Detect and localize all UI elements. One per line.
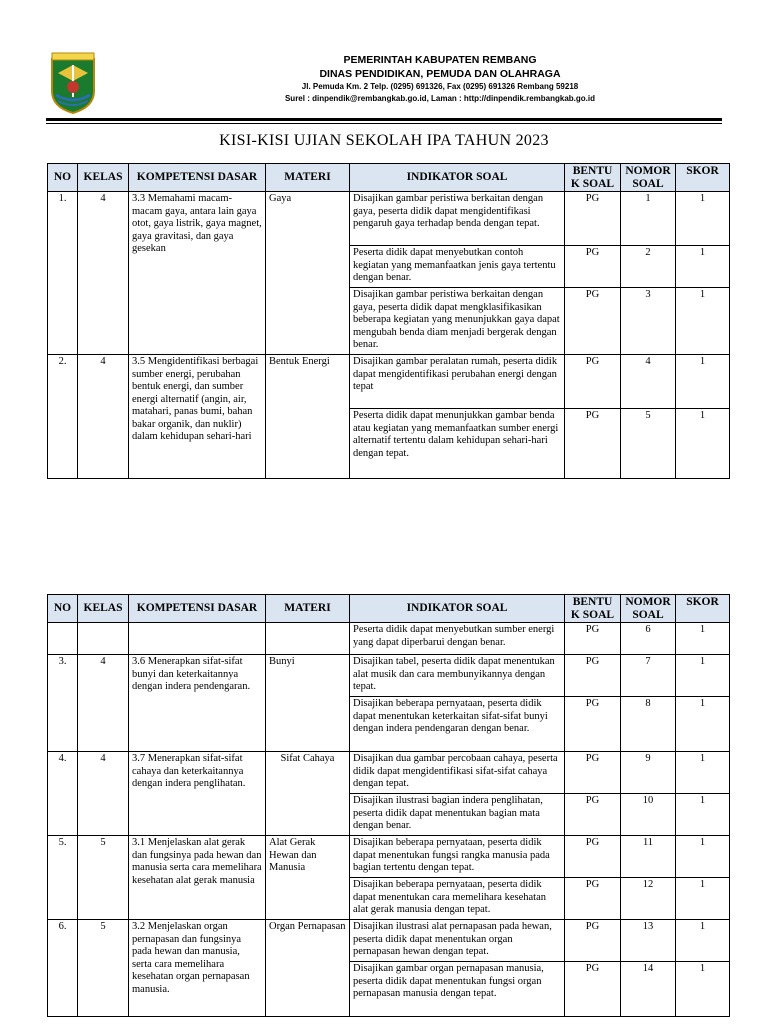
row-materi: Organ Pernapasan xyxy=(266,920,350,1017)
row-indikator: Peserta didik dapat menyebutkan contoh kegiatan yang memanfaatkan jenis gaya tertentu dengan benar. xyxy=(350,246,565,288)
row-no: 2. xyxy=(48,355,78,479)
row-materi: Bunyi xyxy=(266,655,350,752)
row-nomor: 1 xyxy=(621,192,676,246)
row-kompetensi-dasar: 3.1 Menjelaskan alat gerak dan fungsinya pada hewan dan manusia serta cara memelihara kesehatan alat gerak manusia xyxy=(129,836,266,920)
row-materi xyxy=(266,623,350,655)
row-no: 5. xyxy=(48,836,78,920)
row-kelas: 4 xyxy=(78,655,129,752)
row-indikator: Disajikan gambar organ pernapasan manusia, peserta didik dapat menentukan fungsi organ pernapasan manusia dengan tepat. xyxy=(350,962,565,1017)
table-row xyxy=(48,752,730,794)
row-bentuk: PG xyxy=(565,409,621,479)
row-materi: Alat Gerak Hewan dan Manusia xyxy=(266,836,350,920)
row-skor: 1 xyxy=(676,288,730,355)
row-skor: 1 xyxy=(676,623,730,655)
letterhead-line-2: DINAS PENDIDIKAN, PEMUDA DAN OLAHRAGA xyxy=(319,68,561,80)
row-skor: 1 xyxy=(676,920,730,962)
row-kompetensi-dasar: 3.3 Memahami macam-macam gaya, antara lain gaya otot, gaya listrik, gaya magnet, gaya gravitasi, dan gaya gesekan xyxy=(129,192,266,355)
row-bentuk: PG xyxy=(565,655,621,697)
row-skor: 1 xyxy=(676,192,730,246)
row-nomor: 9 xyxy=(621,752,676,794)
row-skor: 1 xyxy=(676,246,730,288)
row-kompetensi-dasar: 3.7 Menerapkan sifat-sifat cahaya dan keterkaitannya dengan indera penglihatan. xyxy=(129,752,266,836)
header-kompetensi-dasar: KOMPETENSI DASAR xyxy=(129,595,266,623)
row-indikator: Disajikan ilustrasi alat pernapasan pada hewan, peserta didik dapat menentukan organ pernapasan hewan dengan tepat. xyxy=(350,920,565,962)
row-nomor: 11 xyxy=(621,836,676,878)
row-skor: 1 xyxy=(676,697,730,752)
table-row xyxy=(48,355,730,409)
header-kompetensi-dasar: KOMPETENSI DASAR xyxy=(129,164,266,192)
row-skor: 1 xyxy=(676,752,730,794)
row-no: 1. xyxy=(48,192,78,355)
letterhead-divider-thin xyxy=(46,123,722,124)
letterhead-divider-thick xyxy=(46,118,722,121)
row-skor: 1 xyxy=(676,409,730,479)
row-bentuk: PG xyxy=(565,288,621,355)
header-skor: SKOR xyxy=(676,164,730,192)
row-bentuk: PG xyxy=(565,836,621,878)
letterhead xyxy=(0,0,768,124)
row-skor: 1 xyxy=(676,655,730,697)
row-skor: 1 xyxy=(676,962,730,1017)
table-row xyxy=(48,920,730,962)
row-bentuk: PG xyxy=(565,246,621,288)
row-indikator: Disajikan ilustrasi bagian indera penglihatan, peserta didik dapat menentukan bagian mata dengan benar. xyxy=(350,794,565,836)
letterhead-line-1: PEMERINTAH KABUPATEN REMBANG xyxy=(343,54,537,66)
row-nomor: 6 xyxy=(621,623,676,655)
header-materi: MATERI xyxy=(266,164,350,192)
row-indikator: Disajikan tabel, peserta didik dapat menentukan alat musik dan cara membunyikannya dengan tepat. xyxy=(350,655,565,697)
table-header-row xyxy=(48,164,730,192)
row-nomor: 8 xyxy=(621,697,676,752)
rembang-regency-crest-icon xyxy=(48,51,98,115)
header-kelas: KELAS xyxy=(78,595,129,623)
row-materi: Gaya xyxy=(266,192,350,355)
row-nomor: 5 xyxy=(621,409,676,479)
row-indikator: Disajikan gambar peristiwa berkaitan dengan gaya, peserta didik dapat mengklasifikasikan beberapa kegiatan yang menunjukkan gaya dapat mengubah benda diam menjadi bergerak dengan benar. xyxy=(350,288,565,355)
row-bentuk: PG xyxy=(565,697,621,752)
row-nomor: 12 xyxy=(621,878,676,920)
document-title: KISI-KISI UJIAN SEKOLAH IPA TAHUN 2023 xyxy=(219,132,549,149)
row-no: 6. xyxy=(48,920,78,1017)
letterhead-address: Jl. Pemuda Km. 2 Telp. (0295) 691326, Fax (0295) 691326 Rembang 59218 xyxy=(301,82,579,91)
header-indikator-soal: INDIKATOR SOAL xyxy=(350,595,565,623)
header-skor: SKOR xyxy=(676,595,730,623)
row-indikator: Disajikan beberapa pernyataan, peserta didik dapat menentukan fungsi rangka manusia pada bagian tertentu dengan tepat. xyxy=(350,836,565,878)
header-nomor-soal: NOMOR SOAL xyxy=(621,595,676,623)
row-kompetensi-dasar: 3.2 Menjelaskan organ pernapasan dan fungsinya pada hewan dan manusia, serta cara memelihara kesehatan organ pernapasan manusia. xyxy=(129,920,266,1017)
row-bentuk: PG xyxy=(565,623,621,655)
table-header-row xyxy=(48,595,730,623)
row-bentuk: PG xyxy=(565,752,621,794)
row-kelas: 4 xyxy=(78,192,129,355)
row-kompetensi-dasar: 3.6 Menerapkan sifat-sifat bunyi dan keterkaitannya dengan indera pendengaran. xyxy=(129,655,266,752)
row-no xyxy=(48,623,78,655)
table-row xyxy=(48,655,730,697)
row-indikator: Disajikan gambar peristiwa berkaitan dengan gaya, peserta didik dapat mengidentifikasi pengaruh gaya terhadap benda dengan tepat. xyxy=(350,192,565,246)
row-kelas: 4 xyxy=(78,752,129,836)
row-indikator: Peserta didik dapat menunjukkan gambar benda atau kegiatan yang memanfaatkan sumber energi alternatif tertentu dalam kehidupan sehari-hari dengan tepat. xyxy=(350,409,565,479)
table-row xyxy=(48,192,730,246)
row-bentuk: PG xyxy=(565,794,621,836)
row-materi: Bentuk Energi xyxy=(266,355,350,479)
header-no: NO xyxy=(48,164,78,192)
row-kelas: 5 xyxy=(78,920,129,1017)
header-indikator-soal: INDIKATOR SOAL xyxy=(350,164,565,192)
row-skor: 1 xyxy=(676,878,730,920)
row-kompetensi-dasar xyxy=(129,623,266,655)
kisi-table-1 xyxy=(47,163,730,479)
header-bentuk-soal: BENTU K SOAL xyxy=(565,595,621,623)
letterhead-contact: Surel : dinpendik@rembangkab.go.id, Laman : http://dinpendik.rembangkab.go.id xyxy=(284,94,596,103)
row-nomor: 13 xyxy=(621,920,676,962)
row-nomor: 7 xyxy=(621,655,676,697)
row-nomor: 2 xyxy=(621,246,676,288)
row-bentuk: PG xyxy=(565,355,621,409)
row-indikator: Disajikan beberapa pernyataan, peserta didik dapat menentukan keterkaitan sifat-sifat bunyi dengan indera pendengaran dengan benar. xyxy=(350,697,565,752)
row-bentuk: PG xyxy=(565,878,621,920)
row-indikator: Disajikan beberapa pernyataan, peserta didik dapat menentukan cara memelihara kesehatan alat gerak manusia dengan tepat. xyxy=(350,878,565,920)
row-nomor: 10 xyxy=(621,794,676,836)
row-nomor: 4 xyxy=(621,355,676,409)
row-skor: 1 xyxy=(676,836,730,878)
row-skor: 1 xyxy=(676,794,730,836)
row-bentuk: PG xyxy=(565,192,621,246)
row-nomor: 3 xyxy=(621,288,676,355)
row-no: 4. xyxy=(48,752,78,836)
row-bentuk: PG xyxy=(565,962,621,1017)
row-indikator: Disajikan gambar peralatan rumah, peserta didik dapat mengidentifikasi perubahan energi dengan tepat xyxy=(350,355,565,409)
row-bentuk: PG xyxy=(565,920,621,962)
row-kelas xyxy=(78,623,129,655)
header-nomor-soal: NOMOR SOAL xyxy=(621,164,676,192)
row-no: 3. xyxy=(48,655,78,752)
row-materi: Sifat Cahaya xyxy=(266,752,350,836)
row-kelas: 4 xyxy=(78,355,129,479)
kisi-table-2 xyxy=(47,594,730,1017)
row-indikator: Disajikan dua gambar percobaan cahaya, peserta didik dapat mengidentifikasi sifat-sifat cahaya dengan tepat. xyxy=(350,752,565,794)
header-no: NO xyxy=(48,595,78,623)
row-kelas: 5 xyxy=(78,836,129,920)
row-nomor: 14 xyxy=(621,962,676,1017)
row-skor: 1 xyxy=(676,355,730,409)
header-bentuk-soal: BENTU K SOAL xyxy=(565,164,621,192)
row-kompetensi-dasar: 3.5 Mengidentifikasi berbagai sumber energi, perubahan bentuk energi, dan sumber energi alternatif (angin, air, matahari, panas bumi, bahan bakar organik, dan nuklir) dalam kehidupan sehari-hari xyxy=(129,355,266,479)
table-row xyxy=(48,623,730,655)
table-row xyxy=(48,836,730,878)
row-indikator: Peserta didik dapat menyebutkan sumber energi yang dapat diperbarui dengan benar. xyxy=(350,623,565,655)
header-kelas: KELAS xyxy=(78,164,129,192)
header-materi: MATERI xyxy=(266,595,350,623)
